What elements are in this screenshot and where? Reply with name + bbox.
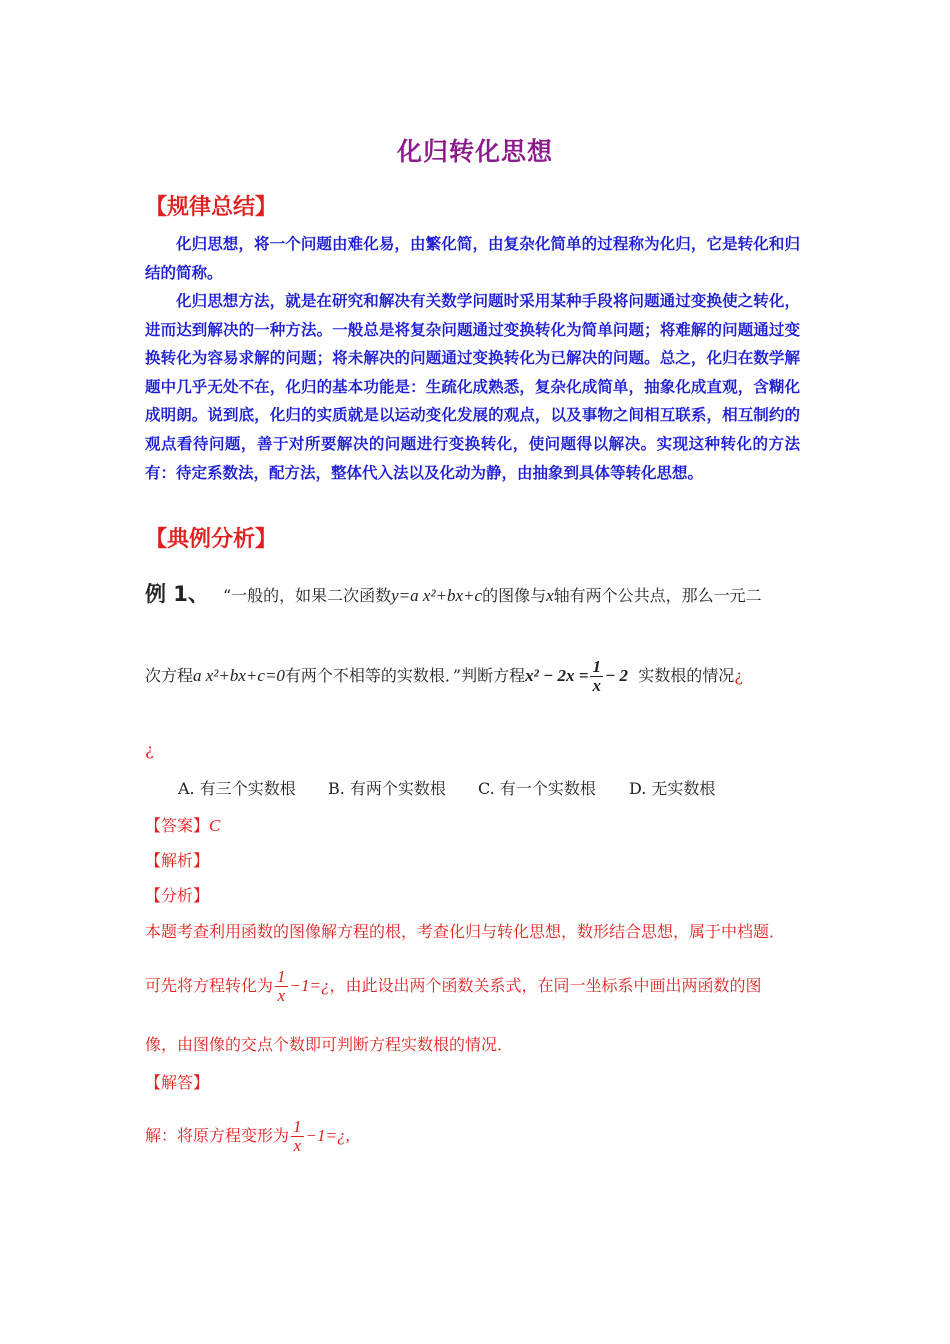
section-heading-examples: 【典例分析】 xyxy=(145,527,278,552)
example1-equation-fraction xyxy=(590,658,603,695)
example1-line2-suffix: 实数根的情况 xyxy=(638,665,735,685)
example1-x-variable: x xyxy=(546,586,554,605)
option-c: C. 有一个实数根 xyxy=(478,779,596,798)
example1-label: 例 1、 xyxy=(145,582,209,606)
solution-fraction xyxy=(291,1118,304,1155)
example1-line1-mid: 的图像与 xyxy=(482,586,547,605)
option-d: D. 无实数根 xyxy=(629,779,716,798)
example1-line2-prefix: 次方程 xyxy=(145,665,194,685)
fenxi-line2-prefix: 可先将方程转化为 xyxy=(145,975,274,995)
example1-line2-mid: 有两个不相等的实数根．”判断方程 xyxy=(284,665,526,685)
fenxi-line2-suffix: ，由此设出两个函数关系式，在同一坐标系中画出两函数的图 xyxy=(329,975,762,995)
example1-line1 xyxy=(145,578,762,608)
fenxi-fraction xyxy=(275,968,288,1005)
fenxi-line1: 本题考查利用函数的图像解方程的根，考查化归与转化思想，数形结合思想，属于中档题． xyxy=(145,922,786,941)
fraction-numerator: 1 xyxy=(293,1117,302,1136)
example1-quadratic-function: y=a x²+bx+c xyxy=(391,586,483,605)
fraction-denominator: x xyxy=(277,985,286,1005)
fraction-denominator: x xyxy=(293,1135,302,1155)
answer-value: C xyxy=(209,816,221,835)
fraction-numerator: 1 xyxy=(592,657,601,676)
answer-tag: 【答案】 xyxy=(145,816,210,835)
example1-line2 xyxy=(145,658,743,695)
analysis-tag: 【解析】 xyxy=(145,851,210,870)
inverted-question-glyph: ¿ xyxy=(734,665,743,685)
fenxi-line2 xyxy=(145,968,761,1005)
example1-equation-right: − 2 xyxy=(604,665,629,685)
inverted-question-glyph-2: ¿ xyxy=(145,740,154,759)
fraction-numerator: 1 xyxy=(277,967,286,986)
example1-line1-prefix: “一般的，如果二次函数 xyxy=(222,586,392,605)
rules-paragraph-2: 化归思想方法，就是在研究和解决有关数学问题时采用某种手段将问题通过变换使之转化，进而达到解决的一种方法。一般总是将复杂问题通过变换转化为简单问题；将难解的问题通过变换转化为容易求解的问题；将未解决的问题通过变换转化为已解决的问题。总之，化归在数学解题中几乎无处不在，化归的基本功能是：生疏化成熟悉，复杂化成简单，抽象化成直观，含糊化成明朗。说到底，化归的实质就是以运动变化发展的观点，以及事物之间相互联系，相互制约的观点看待问题，善于对所要解决的问题进行变换转化，使问题得以解决。实现这种转化的方法有：待定系数法，配方法，整体代入法以及化动为静，由抽象到具体等转化思想。 xyxy=(145,292,800,482)
solution-line xyxy=(145,1118,350,1155)
section-heading-rules: 【规律总结】 xyxy=(145,195,278,220)
example1-quadratic-equation: a x²+bx+c=0 xyxy=(193,665,285,685)
option-a: A. 有三个实数根 xyxy=(178,779,296,798)
fenxi-line3: 像，由图像的交点个数即可判断方程实数根的情况． xyxy=(145,1035,514,1054)
fraction-denominator: x xyxy=(592,675,601,695)
example1-equation-left: x² − 2x = xyxy=(525,665,589,685)
solution-prefix: 解：将原方程变形为 xyxy=(145,1125,290,1145)
rules-paragraph-1: 化归思想，将一个问题由难化易，由繁化简，由复杂化简单的过程称为化归，它是转化和归结的简称。 xyxy=(145,235,800,282)
fenxi-tag: 【分析】 xyxy=(145,886,210,905)
option-b: B. 有两个实数根 xyxy=(328,779,446,798)
answer-row xyxy=(145,813,220,836)
jieda-tag: 【解答】 xyxy=(145,1073,210,1092)
page-title: 化归转化思想 xyxy=(396,137,553,166)
example1-line1-suffix: 轴有两个公共点，那么一元二 xyxy=(553,586,762,605)
solution-equation: −1=¿, xyxy=(305,1125,350,1145)
fenxi-equation: −1=¿ xyxy=(289,975,330,995)
